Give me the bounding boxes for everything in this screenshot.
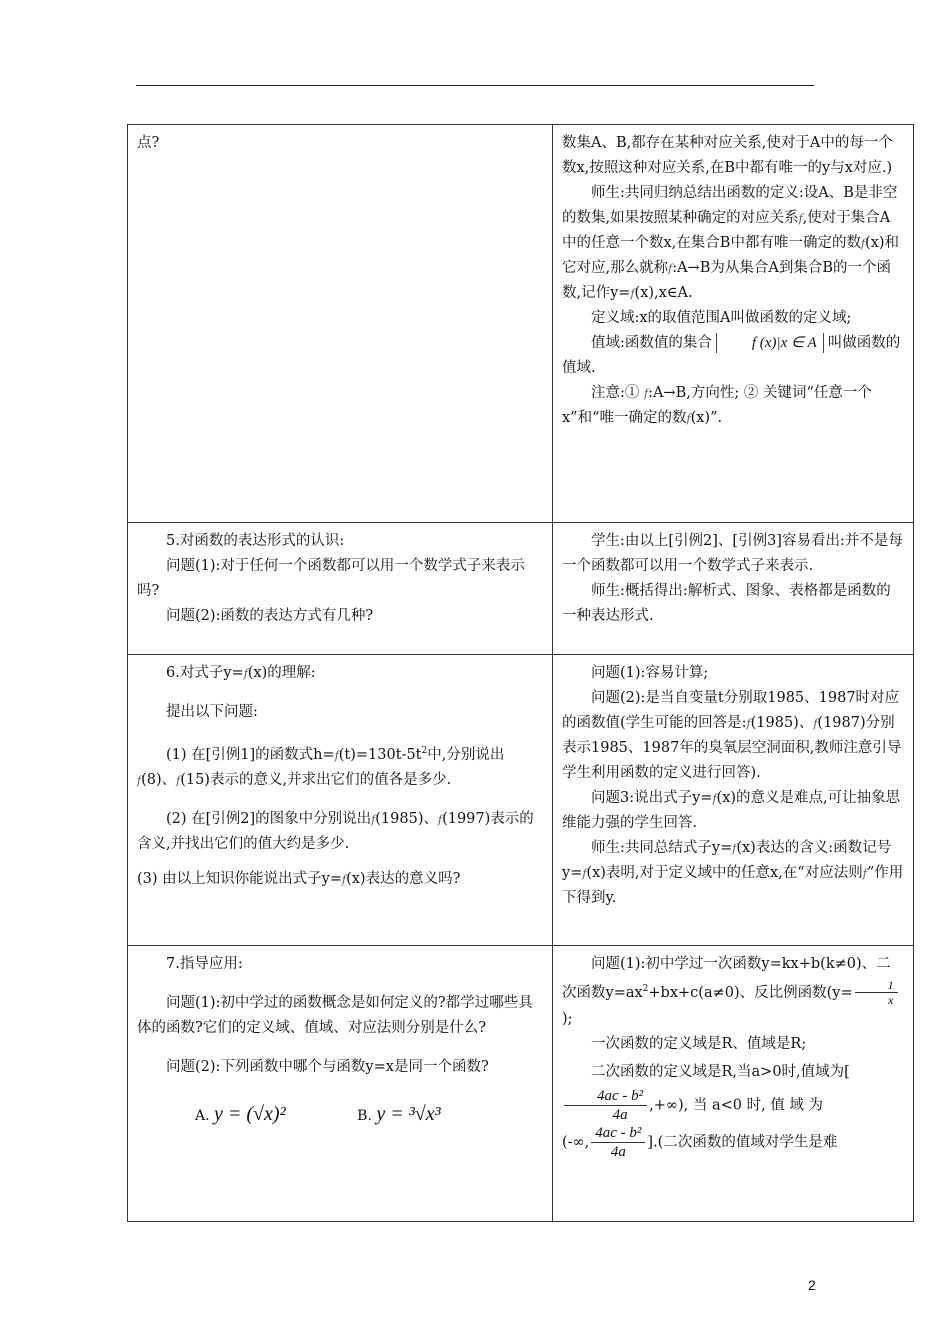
row3-right-p4: 师生:共同总结式子y=f(x)表达的含义:函数记号y=f(x)表明,对于定义域中的任意x,在“对应法则f”作用下得到y.	[562, 840, 904, 906]
option-b: B. y = ³√x³	[357, 1103, 441, 1125]
section-6-item-3: (3) 由以上知识你能说出式子y=f(x)表达的意义吗?	[137, 870, 461, 887]
row4-right-p3: 二次函数的定义域是R,当a>0时,值域为[ $\frac{\text{4ac - b²}}{4a}$ ,+∞), 当 a<0 时, 值 域 为	[562, 1057, 904, 1124]
answer-options	[137, 1102, 543, 1129]
row4-right-p4: (-∞, $\frac{\text{4ac - b²}}{4a}$ ].(二次函数的值域对学生是难	[562, 1125, 838, 1161]
table-row	[128, 523, 914, 655]
table-row	[128, 125, 914, 523]
section-7-question-2: 问题(2):下列函数中哪个与函数y=x是同一个函数?	[166, 1059, 489, 1075]
definition-notes: 注意:① f:A→B,方向性; ② 关键词“任意一个x”和“唯一确定的数f(x)”.	[562, 385, 872, 426]
row1-left-text: 点?	[137, 135, 160, 151]
row1-left-cell	[128, 125, 553, 523]
reciprocal-fraction: $\frac{1}{x}$	[855, 978, 898, 1007]
range-definition: 值域:函数值的集合 f (x)|x ∈ A 叫做函数的值域.	[562, 335, 901, 376]
function-definition: 师生:共同归纳总结出函数的定义:设A、B是非空的数集,如果按照某种确定的对应关系f,使对于集合A中的任意一个数x,在集合B中都有唯一确定的数f(x)和它对应,那么就称f:A→B为从集合A到集合B的一个函数,记作y=f(x),x∈A.	[562, 185, 900, 301]
row1-right-cell	[553, 125, 914, 523]
lesson-plan-table	[127, 124, 914, 1222]
row4-right-cell	[553, 946, 914, 1222]
vertex-fraction-max: $\frac{\text{4ac - b²}}{4a}$	[591, 1124, 645, 1161]
row3-right-p1: 问题(1):容易计算;	[591, 665, 709, 681]
row2-left-cell	[128, 523, 553, 655]
page-number: 2	[808, 1277, 816, 1293]
section-5-title: 5.对函数的表达形式的认识:	[166, 533, 345, 549]
row4-right-p1: 问题(1):初中学过一次函数y=kx+b(k≠0)、二次函数$y=ax^2+bx+c(a\ne 0)$、反比例函数(y= $\frac{1}{x}$ );	[562, 952, 904, 1032]
section-6-prompt: 提出以下问题:	[166, 704, 258, 720]
row4-left-cell	[128, 946, 553, 1222]
header-rule	[136, 85, 814, 86]
vertex-fraction-min: $\frac{\text{4ac - b²}}{4a}$	[564, 1087, 647, 1124]
domain-definition: 定义域:x的取值范围A叫做函数的定义域;	[591, 310, 852, 326]
section-6-item-1: (1) 在[引例1]的函数式$h=f(t)=130t-5t^2$中,分别说出f(8)、f(15)表示的意义,并求出它们的值各是多少.	[137, 746, 505, 788]
table-row	[128, 655, 914, 946]
row3-right-p2: 问题(2):是当自变量t分别取1985、1987时对应的函数值(学生可能的回答是:f(1985)、f(1987)分别表示1985、1987年的臭氧层空洞面积,教师注意引导学生利用函数的定义进行回答).	[562, 690, 902, 781]
row1-right-p1: 数集A、B,都存在某种对应关系,使对于A中的每一个数x,按照这种对应关系,在B中都有唯一的y与x对应.)	[562, 135, 893, 176]
section-5-question-1: 问题(1):对于任何一个函数都可以用一个数学式子来表示吗?	[137, 558, 525, 599]
row3-right-cell	[553, 655, 914, 946]
range-set-notation: f (x)|x ∈ A	[716, 333, 824, 353]
row4-right-p2: 一次函数的定义域是R、值域是R;	[591, 1036, 807, 1053]
section-7-title: 7.指导应用:	[166, 956, 243, 972]
row3-left-cell	[128, 655, 553, 946]
row2-right-p1: 学生:由以上[引例2]、[引例3]容易看出:并不是每一个函数都可以用一个数学式子来表示.	[562, 533, 903, 574]
row2-right-cell	[553, 523, 914, 655]
row2-right-p2: 师生:概括得出:解析式、图象、表格都是函数的一种表达形式.	[562, 583, 891, 624]
section-7-question-1: 问题(1):初中学过的函数概念是如何定义的?都学过哪些具体的函数?它们的定义域、值域、对应法则分别是什么?	[137, 995, 533, 1036]
table-row	[128, 946, 914, 1222]
option-a: A. y = (√x)²	[195, 1103, 286, 1125]
section-5-question-2: 问题(2):函数的表达方式有几种?	[166, 608, 374, 624]
row3-right-p3: 问题3:说出式子y=f(x)的意义是难点,可让抽象思维能力强的学生回答.	[562, 790, 901, 831]
section-6-item-2: (2) 在[引例2]的图象中分别说出f(1985)、f(1997)表示的含义,并找出它们的值大约是多少.	[137, 810, 534, 852]
section-6-title: 6.对式子y=f(x)的理解:	[166, 665, 316, 681]
